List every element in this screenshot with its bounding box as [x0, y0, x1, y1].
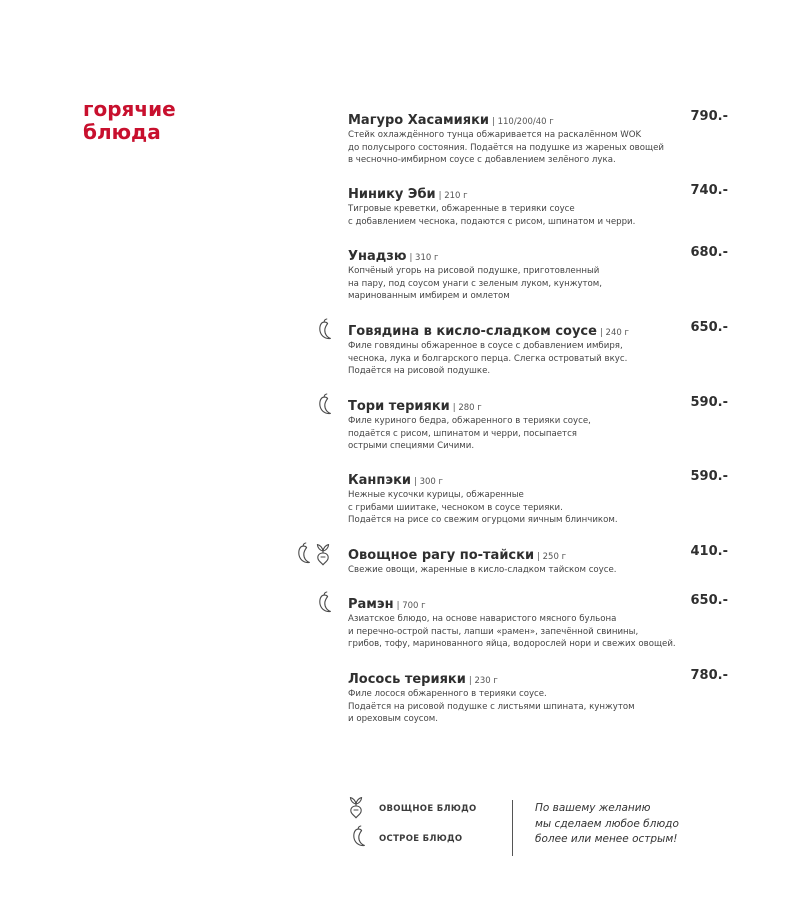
section-title	[83, 98, 176, 144]
dish-price: 780.-	[690, 668, 728, 683]
dish-description	[348, 129, 728, 167]
spiciness-note	[535, 801, 679, 848]
legend-vegetarian	[346, 795, 477, 823]
chili-pepper-icon	[312, 318, 332, 342]
legend-divider	[512, 800, 513, 856]
dish-description-line: Филе говядины обжаренное в соусе с добавлением имбиря,	[348, 341, 623, 351]
dish-description-line: Тигровые креветки, обжаренные в терияки соусе	[348, 204, 575, 214]
dish-description-line: острыми специями Сичими.	[348, 441, 475, 452]
dish-weight: | 300 г	[414, 477, 443, 487]
dish-description	[348, 613, 728, 651]
dish-description-line: и перечно-острой пасты, лапши «рамен», запечённой свинины,	[348, 626, 639, 637]
dish-description	[348, 489, 728, 527]
dish-price: 740.-	[690, 183, 728, 198]
dish-description-line: на пару, под соусом унаги с зеленым луком, кунжутом,	[348, 278, 603, 289]
section-title-line1: горячие	[83, 97, 176, 121]
dish-weight: | 110/200/40 г	[492, 117, 554, 127]
dish-item-unadzyu	[348, 245, 728, 303]
dish-item-niniku-ebi	[348, 183, 728, 228]
legend-spicy	[346, 825, 462, 853]
dish-weight: | 310 г	[409, 253, 439, 263]
dish-description-line: Копчёный угорь на рисовой подушке, приготовленный	[348, 266, 600, 276]
dish-description-line: Филе лосося обжаренного в терияки соусе.	[348, 689, 547, 699]
dish-price: 650.-	[690, 320, 728, 335]
dish-name: Канпэки	[348, 473, 412, 488]
dish-name: Рамэн	[348, 597, 394, 612]
dish-description-line: Подаётся на рисе со свежим огурцоми яичным блинчиком.	[348, 515, 618, 526]
dish-description-line: грибов, тофу, маринованного яйца, водорослей нори и свежих овощей.	[348, 639, 676, 650]
dish-description	[348, 415, 728, 453]
chili-pepper-icon	[291, 542, 311, 566]
dish-weight: | 210 г	[438, 191, 468, 201]
dish-price: 680.-	[690, 245, 728, 260]
dish-description-line: чеснока, лука и болгарского перца. Слегка островатый вкус.	[348, 353, 628, 364]
dish-item-tori-teriyaki	[348, 395, 728, 453]
dish-description	[348, 340, 728, 378]
dish-name: Овощное рагу по-тайски	[348, 548, 535, 563]
dish-name: Магуро Хасамияки	[348, 113, 490, 128]
dish-item-kanpeki	[348, 469, 728, 527]
radish-icon	[313, 542, 333, 566]
dish-item-thai-vegetable-ragout	[348, 544, 728, 577]
dish-weight: | 700 г	[396, 601, 426, 611]
dish-name: Лосось терияки	[348, 672, 466, 687]
dish-description-line: Филе куриного бедра, обжаренного в терияки соусе,	[348, 416, 591, 426]
dish-weight: | 240 г	[599, 328, 629, 338]
dish-price: 590.-	[690, 395, 728, 410]
dish-description	[348, 265, 728, 303]
spiciness-note-line: По вашему желанию	[535, 802, 651, 814]
dish-price: 650.-	[690, 593, 728, 608]
dish-name: Унадзю	[348, 249, 407, 264]
dish-weight: | 230 г	[468, 676, 498, 686]
dish-item-maguro-hasamiyaki	[348, 109, 728, 167]
legend	[346, 795, 706, 860]
dish-item-beef-sweet-sour	[348, 320, 728, 378]
dish-description-line: подаётся с рисом, шпинатом и черри, посыпается	[348, 428, 577, 439]
dish-description-line: с грибами шиитаке, чесноком в соусе терияки.	[348, 502, 563, 513]
dish-description-line: до полусырого состояния. Подаётся на подушке из жареных овощей	[348, 142, 664, 153]
dish-description-line: Свежие овощи, жаренные в кисло-сладком тайском соусе.	[348, 565, 617, 575]
dish-price: 410.-	[690, 544, 728, 559]
section-title-line2: блюда	[83, 120, 161, 144]
chili-pepper-icon	[346, 825, 366, 853]
dish-name: Говядина в кисло-сладком соусе	[348, 324, 597, 339]
dish-name: Нинику Эби	[348, 187, 436, 202]
dish-description-line: Подаётся на рисовой подушке.	[348, 366, 491, 377]
dish-description	[348, 203, 728, 228]
dish-description-line: Азиатское блюдо, на основе наваристого мясного бульона	[348, 614, 617, 624]
dish-item-salmon-teriyaki	[348, 668, 728, 726]
dish-description-line: в чесночно-имбирном соусе с добавлением зелёного лука.	[348, 155, 616, 166]
dish-item-ramen	[348, 593, 728, 651]
dish-description-line: и ореховым соусом.	[348, 714, 438, 725]
legend-spicy-label: ОСТРОЕ БЛЮДО	[379, 834, 463, 844]
spiciness-note-line: мы сделаем любое блюдо	[535, 817, 679, 830]
dish-weight: | 280 г	[452, 403, 482, 413]
dish-description-line: с добавлением чеснока, подаются с рисом, шпинатом и черри.	[348, 216, 636, 227]
chili-pepper-icon	[312, 591, 332, 615]
dish-description	[348, 688, 728, 726]
dish-description-line: Стейк охлаждённого тунца обжаривается на раскалённом WOK	[348, 130, 642, 140]
dish-description-line: Подаётся на рисовой подушке с листьями шпината, кунжутом	[348, 701, 635, 712]
dish-weight: | 250 г	[537, 552, 567, 562]
dish-description-line: Нежные кусочки курицы, обжаренные	[348, 490, 524, 500]
chili-pepper-icon	[312, 393, 332, 417]
legend-vegetarian-label: ОВОЩНОЕ БЛЮДО	[379, 804, 477, 814]
dish-price: 590.-	[690, 469, 728, 484]
dish-description	[348, 564, 728, 577]
spiciness-note-line: более или менее острым!	[535, 833, 678, 845]
dish-description-line: маринованным имбирем и омлетом	[348, 291, 510, 302]
radish-icon	[346, 795, 366, 823]
dish-price: 790.-	[690, 109, 728, 124]
dish-name: Тори терияки	[348, 399, 450, 414]
